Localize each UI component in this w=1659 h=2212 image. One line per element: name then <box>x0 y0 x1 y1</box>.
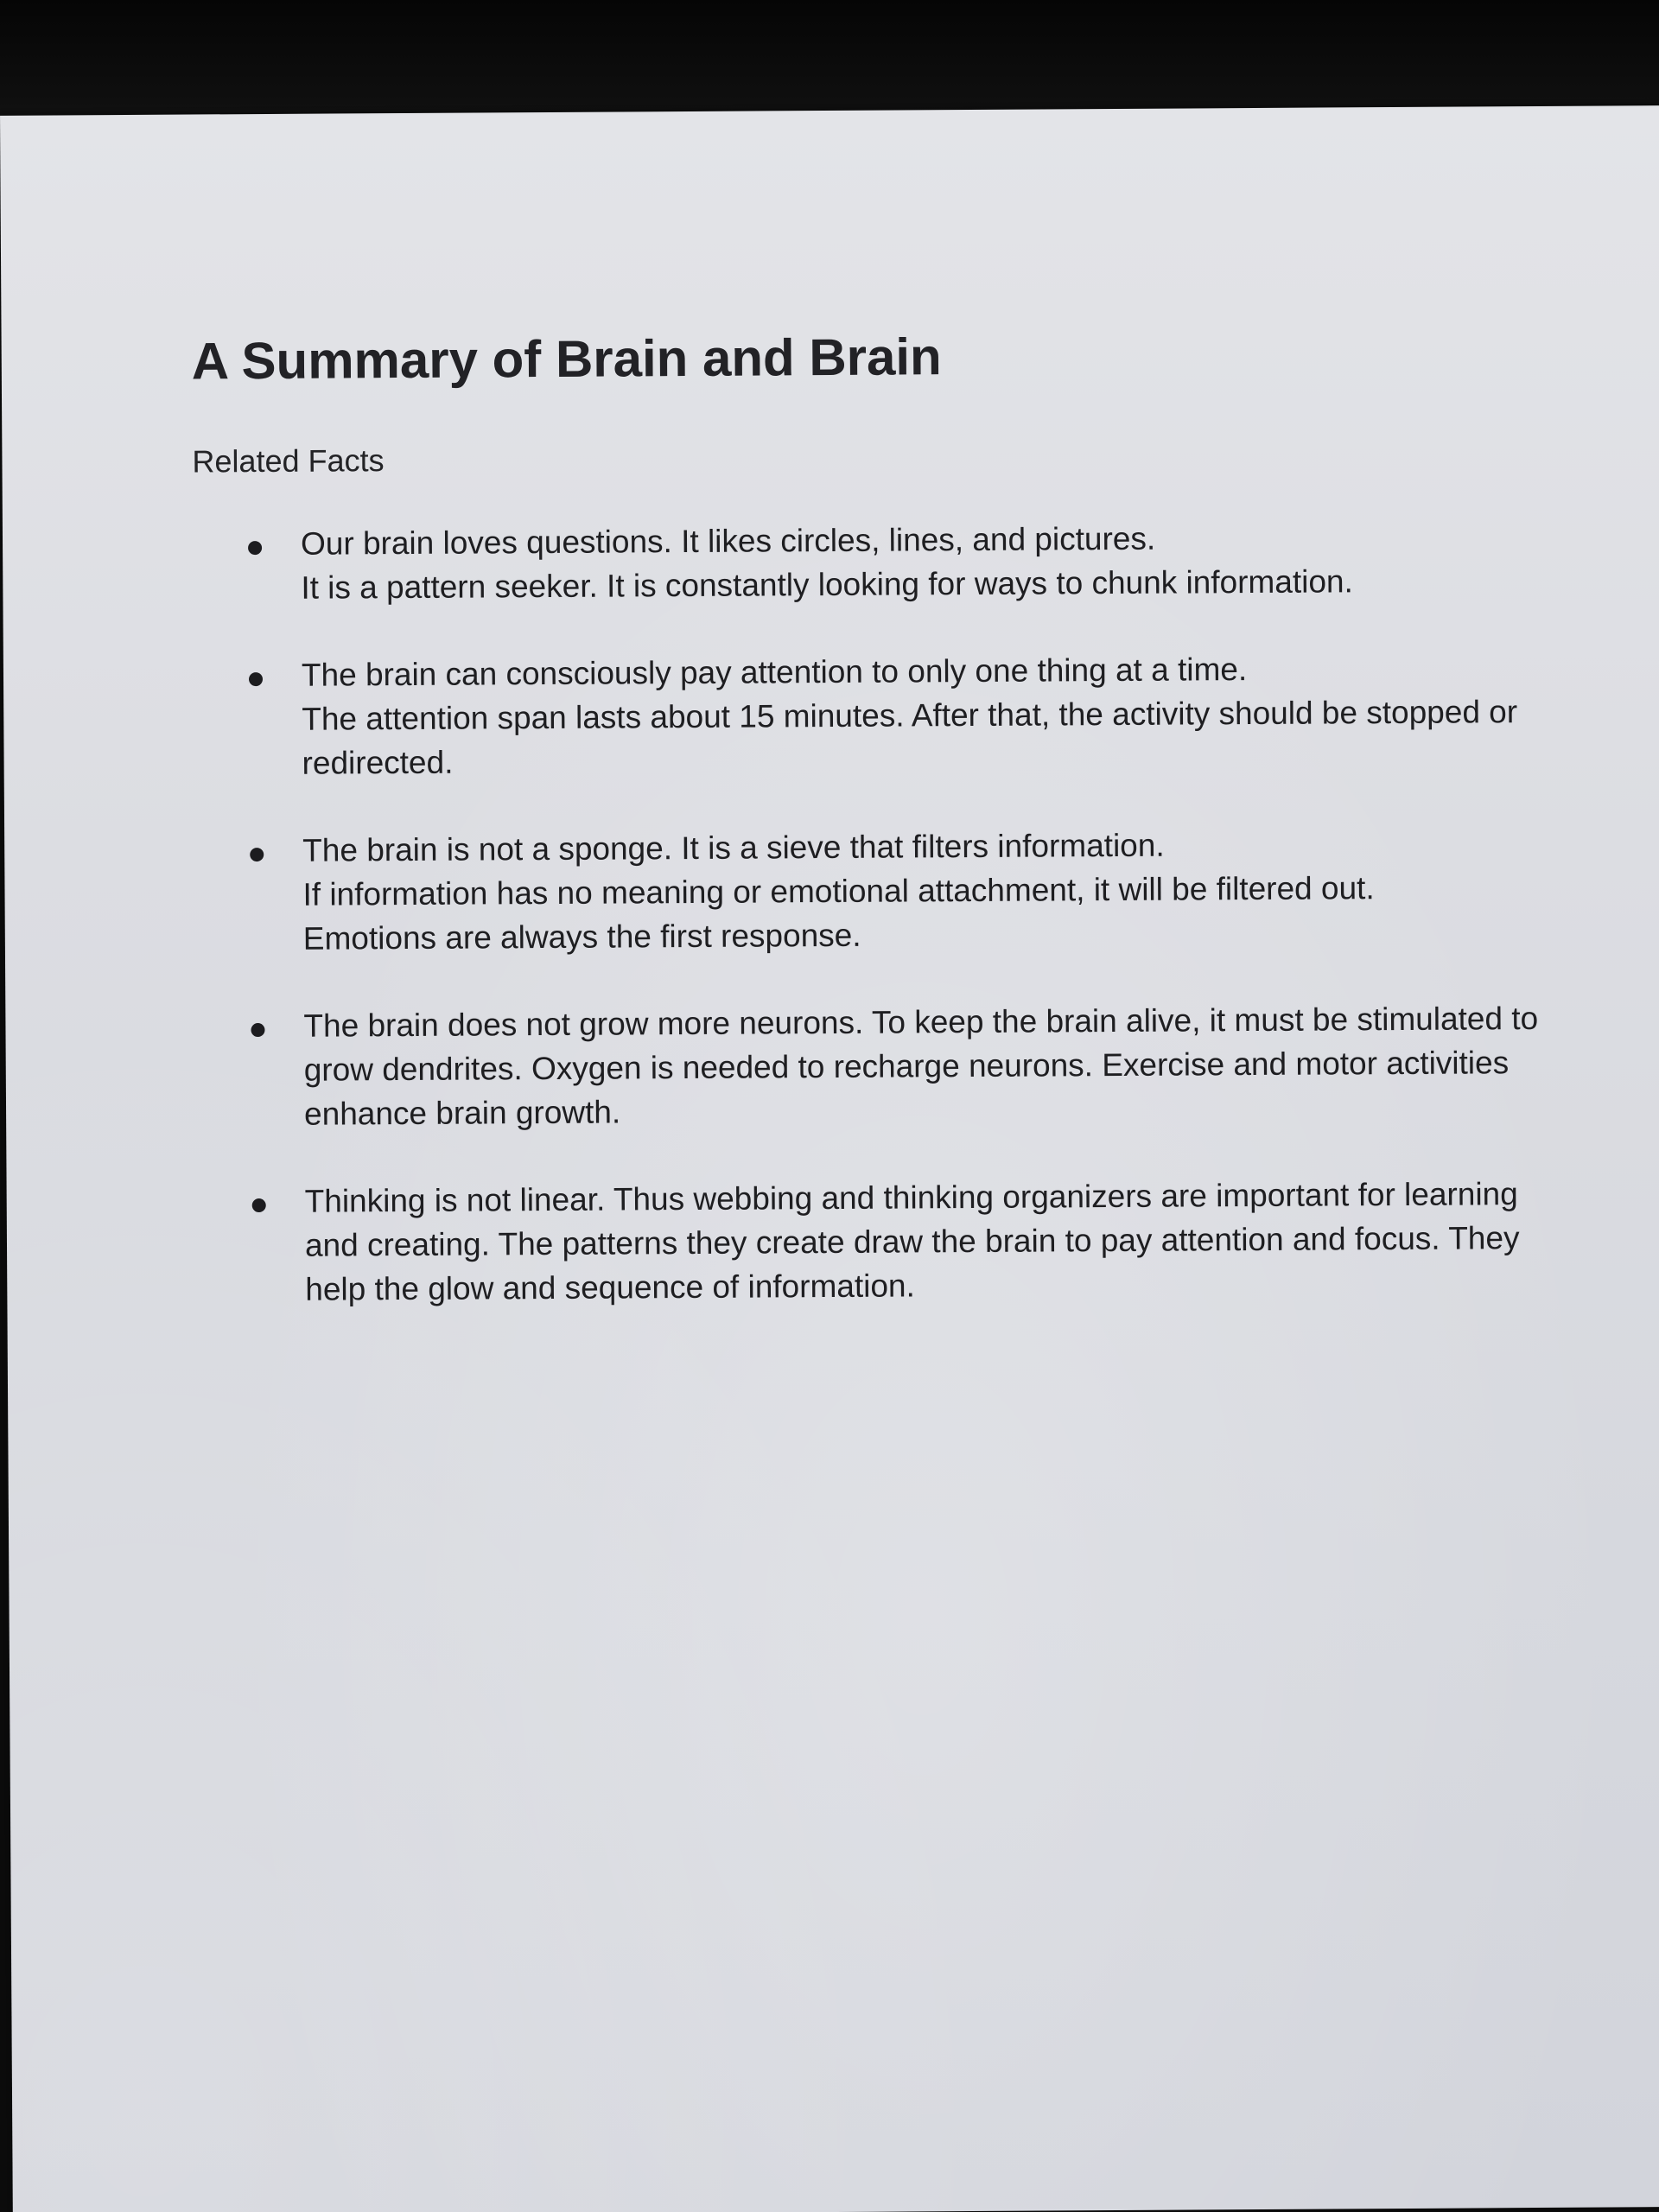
fact-item-3 <box>194 821 1599 962</box>
fact-item-2 <box>194 645 1599 786</box>
fact-line: help the glow and sequence of information. <box>305 1268 915 1307</box>
fact-line: The brain is not a sponge. It is a sieve that filters information. <box>302 827 1165 868</box>
fact-line: The brain does not grow more neurons. To keep the brain alive, it must be stimulated to <box>303 1001 1539 1044</box>
fact-line: The attention span lasts about 15 minutes. After that, the activity should be stopped or <box>302 694 1518 737</box>
paper-sheet <box>0 105 1659 2212</box>
bullet-icon <box>249 672 263 686</box>
fact-line: It is a pattern seeker. It is constantly looking for ways to chunk information. <box>301 563 1353 606</box>
fact-line: The brain can consciously pay attention to only one thing at a time. <box>301 652 1248 693</box>
fact-line: enhance brain growth. <box>303 1094 621 1132</box>
document-content <box>192 321 1615 1355</box>
bullet-icon <box>248 541 262 555</box>
facts-list <box>193 513 1615 1312</box>
section-label: Related Facts <box>192 442 385 480</box>
bullet-icon <box>251 1023 264 1037</box>
dark-background <box>0 0 1659 121</box>
bullet-icon <box>250 848 264 861</box>
document-title: A Summary of Brain and Brain <box>191 327 942 391</box>
fact-item-5 <box>197 1172 1602 1313</box>
bullet-icon <box>252 1198 266 1212</box>
fact-item-4 <box>195 996 1600 1137</box>
fact-line: and creating. The patterns they create draw the brain to pay attention and focus. They <box>304 1220 1520 1263</box>
fact-line: grow dendrites. Oxygen is needed to recharge neurons. Exercise and motor activities <box>303 1045 1510 1088</box>
fact-line: Thinking is not linear. Thus webbing and thinking organizers are important for learning <box>304 1176 1518 1219</box>
fact-line: redirected. <box>302 744 454 781</box>
fact-line: If information has no meaning or emotional attachment, it will be filtered out. <box>302 870 1375 912</box>
fact-line: Emotions are always the first response. <box>302 917 861 957</box>
fact-line: Our brain loves questions. It likes circles, lines, and pictures. <box>300 520 1156 562</box>
fact-item-1 <box>193 514 1598 611</box>
